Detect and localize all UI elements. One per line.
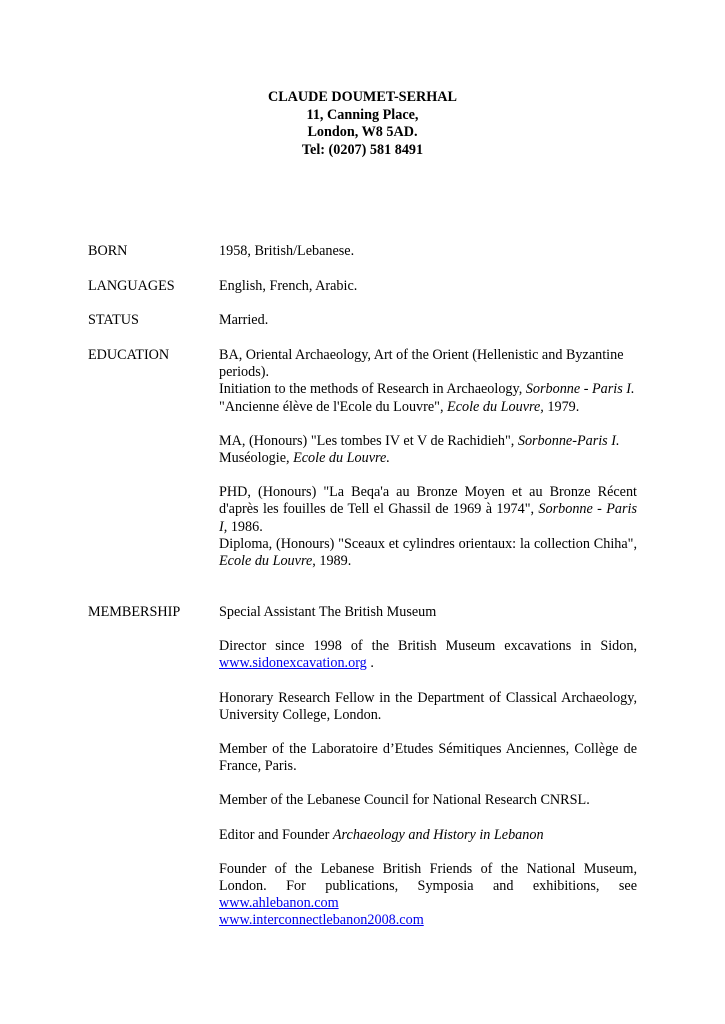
membership-council: Member of the Lebanese Council for National Research CNRSL. <box>219 792 590 809</box>
membership-director: Director since 1998 of the British Museum excavations in Sidon, www.sidonexcavation.org . <box>219 638 637 672</box>
education-ma: MA, (Honours) "Les tombes IV et V de Rachidieh", Sorbonne-Paris I. <box>219 432 620 449</box>
status-label: STATUS <box>88 312 139 328</box>
membership-editor: Editor and Founder Archaeology and History in Lebanon <box>219 826 544 843</box>
status-value: Married. <box>219 312 269 328</box>
education-initiation-institution: Sorbonne - Paris I. <box>525 381 635 398</box>
born-value: 1958, British/Lebanese. <box>219 243 355 259</box>
education-ba: BA, Oriental Archaeology, Art of the Orient (Hellenistic and Byzantine periods). <box>219 347 624 381</box>
spacer <box>219 724 637 741</box>
membership-founder-line-2: London. For publications, Symposia and exhibitions, see <box>219 878 637 895</box>
interconnect-link[interactable]: www.interconnectlebanon2008.com <box>219 912 424 929</box>
education-museologie-institution: Ecole du Louvre. <box>293 450 390 467</box>
membership-laboratoire: Member of the Laboratoire d’Etudes Sémitiques Anciennes, Collège de France, Paris. <box>219 741 637 775</box>
membership-founder-line-1: Founder of the Lebanese British Friends of the National Museum, <box>219 860 637 877</box>
education-diploma-institution: Ecole du Louvre <box>219 553 313 570</box>
membership-label: MEMBERSHIP <box>88 604 181 620</box>
born-label: BORN <box>88 243 128 259</box>
telephone: Tel: (0207) 581 8491 <box>301 141 424 158</box>
education-section <box>219 347 637 570</box>
education-ma-institution: Sorbonne-Paris I. <box>517 432 620 449</box>
spacer <box>219 810 637 827</box>
languages-label: LANGUAGES <box>88 278 175 294</box>
ahlebanon-link-line <box>219 895 637 912</box>
spacer <box>219 775 637 792</box>
spacer <box>219 467 637 484</box>
status-section <box>219 312 637 329</box>
spacer <box>219 621 637 638</box>
address-line-1: 11, Canning Place, <box>306 106 419 123</box>
spacer <box>219 844 637 861</box>
cv-header <box>0 89 725 159</box>
education-initiation: Initiation to the methods of Research in Archaeology, Sorbonne - Paris I. <box>219 381 635 398</box>
spacer <box>219 416 637 433</box>
interconnect-link-line <box>219 912 637 929</box>
education-phd: PHD, (Honours) "La Beqa'a au Bronze Moyen et au Bronze Récent d'après les fouilles de Tell el Ghassil de 1969 à 1974", Sorbonne - Paris I, 1986. <box>219 484 637 535</box>
sidon-excavation-link[interactable]: www.sidonexcavation.org <box>219 655 367 672</box>
ahlebanon-link[interactable]: www.ahlebanon.com <box>219 895 339 912</box>
journal-title: Archaeology and History in Lebanon <box>332 826 544 843</box>
languages-value: English, French, Arabic. <box>219 278 358 294</box>
languages-section <box>219 278 637 295</box>
education-louvre-institution: Ecole du Louvre, <box>447 398 544 415</box>
membership-section <box>219 604 637 930</box>
born-section <box>219 243 637 260</box>
address-line-2: London, W8 5AD. <box>307 124 418 141</box>
spacer <box>219 673 637 690</box>
education-phd-institution: Sorbonne - Paris I, <box>219 501 637 535</box>
education-louvre: "Ancienne élève de l'Ecole du Louvre", Ecole du Louvre, 1979. <box>219 398 580 415</box>
membership-special-assistant: Special Assistant The British Museum <box>219 604 437 620</box>
education-museologie: Muséologie, Ecole du Louvre. <box>219 450 390 467</box>
membership-honorary: Honorary Research Fellow in the Department of Classical Archaeology, University College, London. <box>219 689 637 723</box>
education-label: EDUCATION <box>88 347 170 363</box>
education-diploma: Diploma, (Honours) "Sceaux et cylindres orientaux: la collection Chiha", Ecole du Louvre, 1989. <box>219 535 637 570</box>
person-name: CLAUDE DOUMET-SERHAL <box>267 89 458 105</box>
